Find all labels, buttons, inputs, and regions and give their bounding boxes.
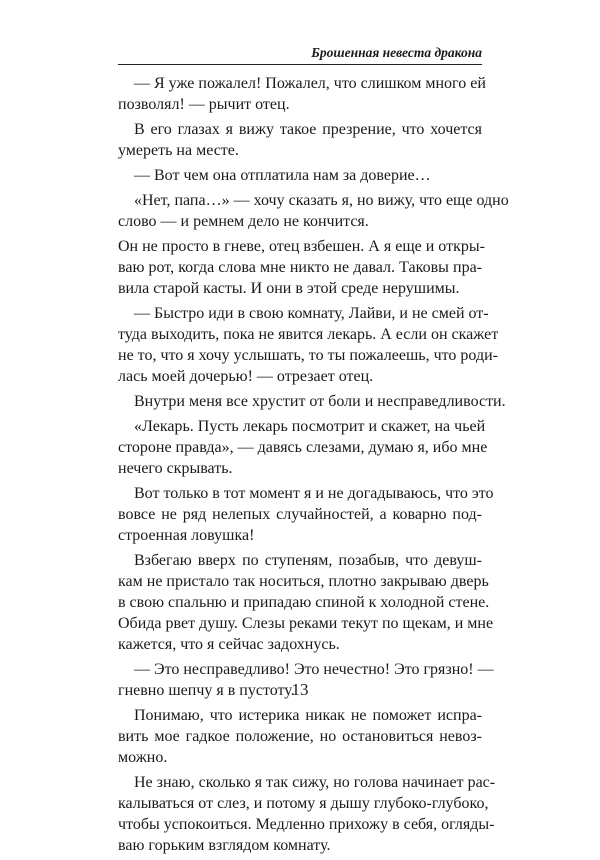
running-head (118, 44, 482, 65)
page-number: 13 (291, 680, 309, 699)
paragraph (118, 73, 486, 115)
text-line: позволял! — рычит отец. (118, 96, 290, 113)
paragraph (118, 772, 496, 856)
text-line: гневно шепчу я в пустоту. (118, 682, 295, 699)
text-line: ваю горьким взглядом комнату. (118, 837, 331, 854)
paragraph (118, 236, 485, 299)
text-line: вила старой касты. И они в этой среде нерушимы. (118, 280, 460, 297)
text-line: — Вот чем она отплатила нам за доверие… (134, 167, 431, 184)
text-line: «Нет, папа…» — хочу сказать я, но вижу, что еще одно (134, 192, 509, 209)
body-text (118, 73, 509, 860)
text-line: — Быстро иди в свою комнату, Лайви, и не смей от- (134, 305, 489, 322)
text-line: чтобы успокоиться. Медленно прихожу в себя, огляды- (118, 816, 495, 833)
text-line: Вот только в тот момент я и не догадываюсь, что это (134, 485, 494, 502)
text-line: слово — и ремнем дело не кончится. (118, 213, 369, 230)
text-line: Понимаю, что истерика никак не поможет испра- (134, 707, 482, 724)
paragraph (118, 190, 509, 232)
text-line: кажется, что я сейчас задохнусь. (118, 636, 340, 653)
paragraph (118, 416, 488, 479)
text-line: не то, что я хочу услышать, то ты пожалеешь, что роди- (118, 347, 498, 364)
text-line: Обида рвет душу. Слезы реками текут по щекам, и мне (118, 615, 494, 632)
text-line: Внутри меня все хрустит от боли и несправедливости. (134, 393, 506, 410)
text-line: — Это несправедливо! Это нечестно! Это грязно! — (134, 661, 494, 678)
text-line: Взбегаю вверх по ступеням, позабыв, что девуш- (134, 552, 482, 569)
text-line: вовсе не ряд нелепых случайностей, а коварно под- (118, 506, 482, 523)
paragraph (118, 483, 494, 546)
text-line: ваю рот, когда слова мне никто не давал. Таковы пра- (118, 259, 482, 276)
text-line: умереть на месте. (118, 142, 239, 159)
text-line: вить мое гадкое положение, но остановиться невоз- (118, 728, 482, 745)
text-line: В его глазах я вижу такое презрение, что хочется (134, 121, 482, 138)
paragraph (118, 550, 494, 655)
paragraph (118, 391, 506, 412)
text-line: нечего скрывать. (118, 460, 233, 477)
text-line: Не знаю, сколько я так сижу, но голова начинает рас- (134, 774, 496, 791)
text-line: лась моей дочерью! — отрезает отец. (118, 368, 374, 385)
paragraph (118, 705, 482, 768)
text-line: Он не просто в гневе, отец взбешен. А я еще и откры- (118, 238, 485, 255)
text-line: стороне правда», — давясь слезами, думаю я, ибо мне (118, 439, 488, 456)
text-line: — Я уже пожалел! Пожалел, что слишком много ей (134, 75, 486, 92)
text-line: в свою спальню и припадаю спиной к холодной стене. (118, 594, 490, 611)
text-line: «Лекарь. Пусть лекарь посмотрит и скажет, на чьей (134, 418, 486, 435)
paragraph (118, 119, 482, 161)
text-line: можно. (118, 749, 168, 766)
running-head-title: Брошенная невеста дракона (311, 45, 482, 60)
paragraph (118, 165, 482, 186)
text-line: строенная ловушка! (118, 527, 255, 544)
text-line: туда выходить, пока не явится лекарь. А если он скажет (118, 326, 499, 343)
text-line: кам не пристало так носиться, плотно закрываю дверь (118, 573, 489, 590)
paragraph (118, 303, 499, 387)
text-line: калываться от слез, и потому я дышу глубоко-глубоко, (118, 795, 489, 812)
